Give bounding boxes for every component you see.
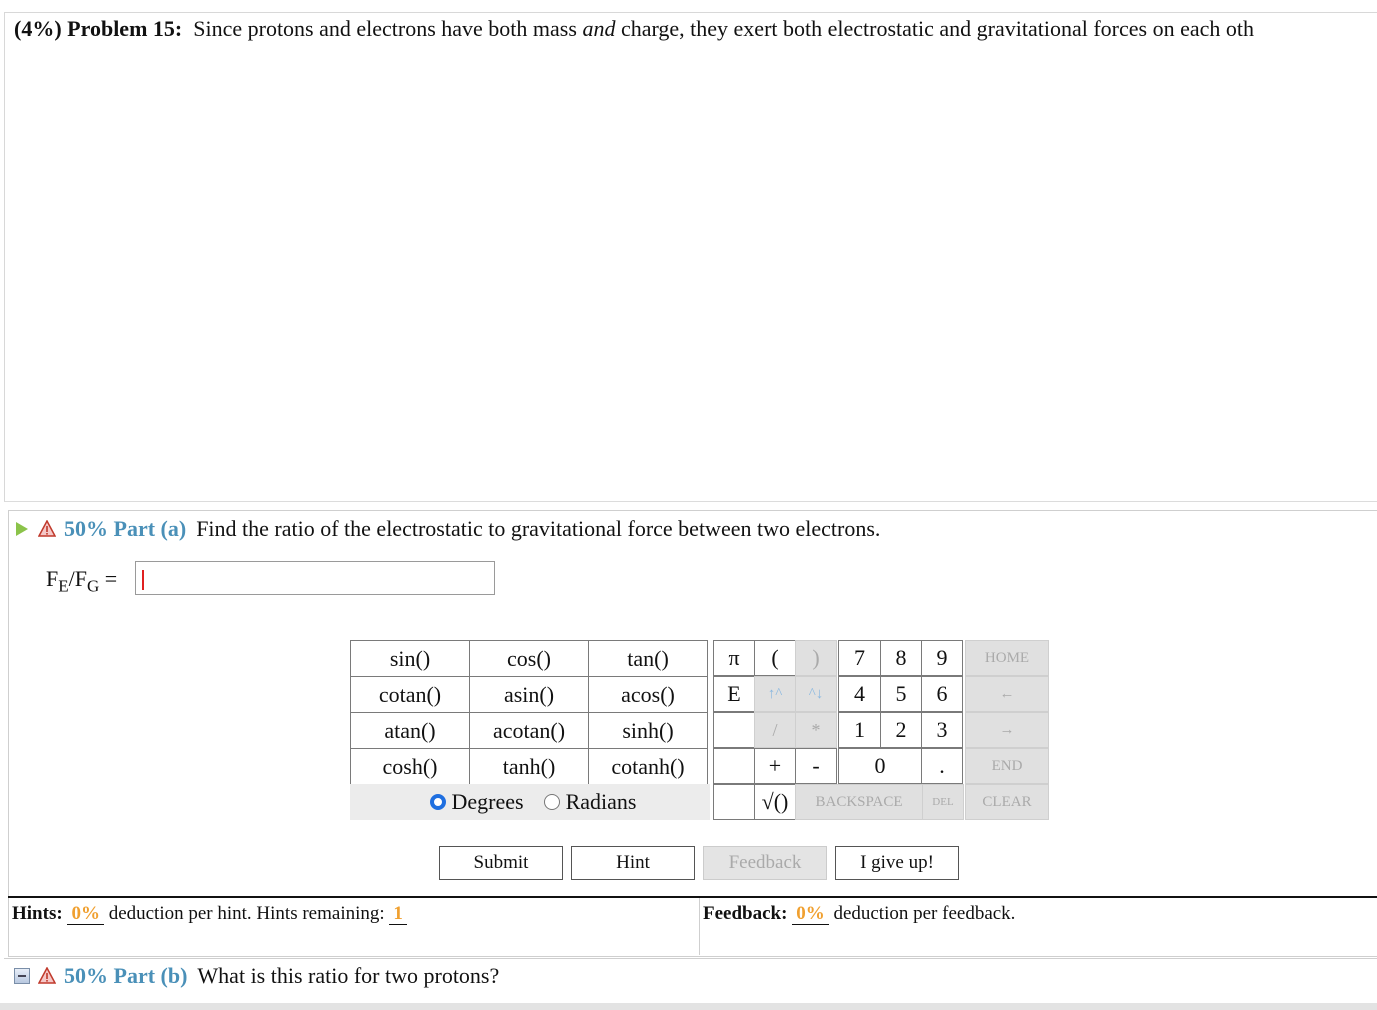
fn-cotan-button[interactable]: cotan() (351, 677, 470, 713)
warning-icon (38, 520, 56, 538)
key-blank-2 (713, 748, 755, 784)
key-8[interactable]: 8 (880, 640, 922, 676)
divider (8, 896, 1377, 898)
expand-arrow-icon[interactable] (16, 522, 28, 536)
part-b-header[interactable] (14, 963, 499, 989)
feedback-button[interactable]: Feedback (703, 846, 827, 880)
key-3[interactable]: 3 (921, 712, 963, 748)
part-a-question: Find the ratio of the electrostatic to gravitational force between two electrons. (196, 516, 881, 541)
fn-cosh-button[interactable]: cosh() (351, 749, 470, 785)
answer-input[interactable] (135, 561, 495, 595)
fn-cos-button[interactable]: cos() (470, 641, 589, 677)
fn-acos-button[interactable]: acos() (589, 677, 708, 713)
key-backspace[interactable]: BACKSPACE (795, 784, 923, 820)
key-1[interactable]: 1 (838, 712, 881, 748)
key-4[interactable]: 4 (838, 676, 881, 712)
label-sub-e: E (58, 576, 69, 596)
feedback-pct: 0% (792, 903, 829, 925)
key-home[interactable]: HOME (965, 640, 1049, 676)
label-f: F (46, 566, 59, 591)
key-9[interactable]: 9 (921, 640, 963, 676)
key-7[interactable]: 7 (838, 640, 881, 676)
key-rparen[interactable]: ) (795, 640, 837, 676)
key-blank-3 (713, 784, 755, 820)
hints-label: Hints: (12, 903, 63, 924)
key-plus[interactable]: + (754, 748, 796, 784)
fn-tanh-button[interactable]: tanh() (470, 749, 589, 785)
label-sub-g: G (87, 576, 100, 596)
key-blank-1 (713, 712, 755, 748)
hints-pct: 0% (67, 903, 104, 925)
key-multiply[interactable]: * (795, 712, 837, 748)
key-end[interactable]: END (965, 748, 1049, 784)
answer-label (46, 566, 117, 596)
problem-frame (4, 12, 1377, 502)
angle-mode-row (350, 784, 710, 820)
fn-atan-button[interactable]: atan() (351, 713, 470, 749)
hint-button[interactable]: Hint (571, 846, 695, 880)
key-left-arrow[interactable]: ← (965, 676, 1049, 712)
key-e[interactable]: E (713, 676, 755, 712)
hints-text: deduction per hint. Hints remaining: (108, 903, 385, 924)
problem-statement (14, 16, 1254, 42)
footer-separator (699, 898, 700, 955)
label-equals: = (104, 566, 118, 591)
part-a-header[interactable] (16, 516, 880, 542)
key-5[interactable]: 5 (880, 676, 922, 712)
function-table (350, 640, 708, 785)
label-slash-f: /F (68, 566, 87, 591)
bottom-bar (0, 1003, 1377, 1010)
problem-text-1: Since protons and electrons have both mass (193, 16, 577, 41)
radians-label: Radians (565, 789, 637, 814)
key-6[interactable]: 6 (921, 676, 963, 712)
key-right-arrow[interactable]: → (965, 712, 1049, 748)
fn-asin-button[interactable]: asin() (470, 677, 589, 713)
key-2[interactable]: 2 (880, 712, 922, 748)
degrees-label: Degrees (451, 789, 524, 814)
key-del[interactable]: DEL (922, 784, 964, 820)
fn-cotanh-button[interactable]: cotanh() (589, 749, 708, 785)
problem-text-emph: and (582, 16, 616, 41)
key-divide[interactable]: / (754, 712, 796, 748)
key-lparen[interactable]: ( (754, 640, 796, 676)
submit-button[interactable]: Submit (439, 846, 563, 880)
key-sqrt[interactable]: √() (754, 784, 796, 820)
give-up-button[interactable]: I give up! (835, 846, 959, 880)
collapse-icon[interactable] (14, 968, 30, 984)
key-0[interactable]: 0 (838, 748, 922, 784)
warning-icon (38, 967, 56, 985)
problem-title: Problem 15: (67, 16, 183, 41)
text-caret (142, 570, 144, 590)
degrees-radio[interactable] (430, 794, 446, 810)
key-down[interactable]: ^↓ (795, 676, 837, 712)
fn-tan-button[interactable]: tan() (589, 641, 708, 677)
hints-remaining: 1 (389, 903, 407, 925)
key-clear[interactable]: CLEAR (965, 784, 1049, 820)
part-b-question: What is this ratio for two protons? (197, 963, 500, 988)
problem-weight: (4%) (14, 16, 62, 41)
fn-acotan-button[interactable]: acotan() (470, 713, 589, 749)
key-minus[interactable]: - (795, 748, 837, 784)
key-pi[interactable]: π (713, 640, 755, 676)
fn-sinh-button[interactable]: sinh() (589, 713, 708, 749)
feedback-text: deduction per feedback. (833, 903, 1016, 924)
problem-text-2: charge, they exert both electrostatic and gravitational forces on each oth (620, 16, 1254, 41)
key-dot[interactable]: . (921, 748, 963, 784)
fn-sin-button[interactable]: sin() (351, 641, 470, 677)
feedback-label: Feedback: (703, 903, 788, 924)
feedback-info (703, 903, 1015, 925)
radians-radio[interactable] (544, 794, 560, 810)
key-up[interactable]: ↑^ (754, 676, 796, 712)
part-b-percent: 50% Part (b) (64, 963, 188, 988)
part-a-percent: 50% Part (a) (64, 516, 187, 541)
hints-info (12, 903, 407, 925)
